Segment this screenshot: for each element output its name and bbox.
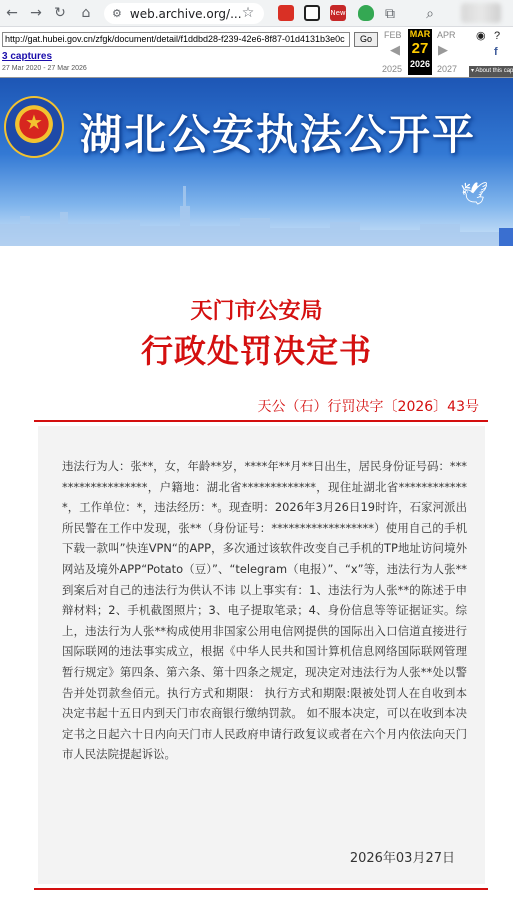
document-title: 行政处罚决定书 [140,332,372,370]
search-tab-icon[interactable]: ⌕ [426,6,434,22]
next-capture-arrow-icon[interactable]: ▶ [438,42,448,57]
top-divider [34,420,488,422]
city-skyline-icon [0,176,513,246]
prev-year-label[interactable]: 2025 [382,64,403,74]
site-banner [0,78,513,246]
seagull-icon: 🕊 [460,182,488,207]
wayback-url-input[interactable]: http://gat.hubei.gov.cn/zfgk/document/detail/f1ddbd28-f239-42e6-8f87-01d4131b3e0c [2,32,350,47]
banner-title: 湖北公安执法公开平 [80,110,477,159]
issuing-agency: 天门市公安局 [190,299,323,324]
prev-month-label[interactable]: FEB [384,30,402,40]
wayback-toolbar [0,27,524,78]
about-capture-link[interactable]: ▾ About this capture [469,66,513,77]
document-body-text: 违法行为人：张**，女，年龄**岁，****年**月**日出生，居民身份证号码：******************，户籍地：湖北省*************，现住址湖北省*************，工作单位：*，违法经历：*。现查明：2026年3月26日19时许，石家河派出所民警在工作中发现，张**（身份证号：******************）使用自己的手机下载一款叫”快连VPN“的APP，多次通过该软件改变自己手机的TP地址访问境外网站及境外APP“Potato（豆）”、“telegram（电报）”、“x”等，违法行为人张**到案后对自己的违法行为供认不讳 以上事实有：1、违法行为人张**的陈述于申辩材料；2、手机截图照片；3、电子提取笔录；4、身份信息等等证据证实。综上，违法行为人张**构成使用非国家公用电信网提供的国际出入口信道直接进行国际联网的违法事实成立，根据《中华人民共和国计算机信息网络国际联网管理暂行规定》第四条、第六条、第十四条之规定，现决定对违法行为人张**处以警告并处罚款叁佰元。执行方式和期限： 执行方式和期限:限被处罚人在自收到本决定书起十五日内到天门市农商银行缴纳罚款。 如不服本决定，可以在收到本决定书之日起六十日内向天门市人民政府申请行政复议或者在六个月内依法向天门市人民法院提起诉讼。 [62,459,467,762]
police-emblem-icon [4,96,64,158]
current-year: 2026 [409,59,431,69]
extension-new-icon[interactable]: New [330,5,346,21]
go-button[interactable]: Go [354,32,378,47]
puzzle-extensions-icon[interactable]: ⧉ [385,6,395,22]
document-number: 天公（石）行罚决字〔2026〕43号 [257,399,479,415]
home-icon[interactable]: ⌂ [81,5,91,21]
forward-arrow-icon[interactable]: → [30,5,42,21]
next-month-label[interactable]: APR [437,30,456,40]
account-icon[interactable]: ◉ [476,30,486,42]
captures-link[interactable]: 3 captures [2,51,53,62]
browser-toolbar [0,0,513,27]
document-date: 2026年03月27日 [349,851,455,866]
document [0,246,513,900]
shield-extension-icon[interactable] [358,5,374,21]
capture-date-range: 27 Mar 2020 - 27 Mar 2026 [2,65,87,72]
back-arrow-icon[interactable]: ← [6,5,18,21]
document-body-panel [38,426,485,884]
prev-capture-arrow-icon[interactable]: ◀ [390,42,400,57]
address-text: web.archive.org/... [129,6,242,21]
profile-avatar[interactable] [461,3,501,23]
bottom-divider [34,888,488,890]
bookmark-star-icon[interactable]: ☆ [241,5,255,21]
current-month: MAR [409,29,431,39]
current-capture-date [408,29,432,75]
extension-red-icon[interactable] [278,5,294,21]
facebook-share-icon[interactable]: f [494,46,498,58]
help-icon[interactable]: ? [494,30,501,42]
reload-icon[interactable]: ↻ [54,5,66,21]
extension-qr-icon[interactable] [304,5,320,21]
site-info-icon[interactable]: ⚙ [112,7,122,20]
current-day: 27 [411,40,429,57]
next-year-label[interactable]: 2027 [437,64,458,74]
